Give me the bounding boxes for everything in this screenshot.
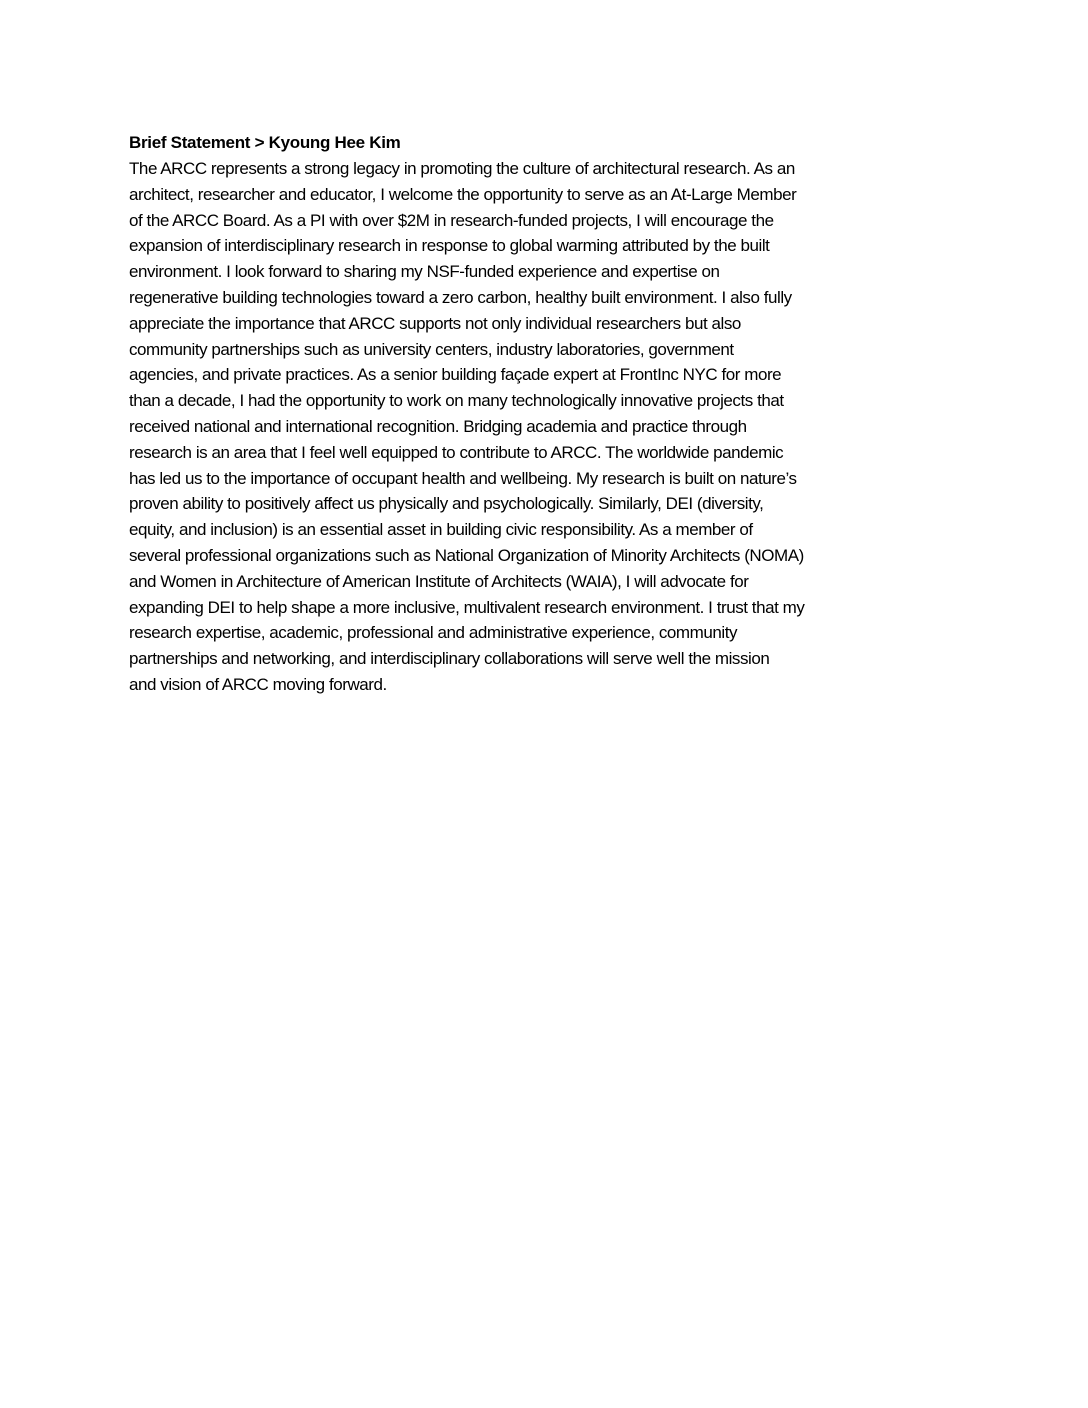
statement-line: research expertise, academic, professional and administrative experience, community: [129, 623, 738, 643]
statement-line: and vision of ARCC moving forward.: [129, 674, 387, 694]
statement-line: than a decade, I had the opportunity to work on many technologically innovative projects that: [129, 391, 784, 411]
statement-line: regenerative building technologies toward a zero carbon, healthy built environment. I also fully: [129, 287, 792, 307]
statement-line: architect, researcher and educator, I welcome the opportunity to serve as an At-Large Member: [129, 184, 797, 204]
statement-section: [129, 130, 969, 698]
statement-line: expanding DEI to help shape a more inclusive, multivalent research environment. I trust that my: [129, 597, 805, 617]
statement-line: expansion of interdisciplinary research in response to global warming attributed by the built: [129, 236, 770, 256]
statement-line: proven ability to positively affect us physically and psychologically. Similarly, DEI (diversity,: [129, 494, 764, 514]
statement-line: equity, and inclusion) is an essential asset in building civic responsibility. As a member of: [129, 520, 753, 540]
statement-line: The ARCC represents a strong legacy in promoting the culture of architectural research. As an: [129, 159, 795, 178]
statement-body: [129, 156, 969, 698]
statement-line: partnerships and networking, and interdisciplinary collaborations will serve well the mission: [129, 649, 770, 669]
statement-line: of the ARCC Board. As a PI with over $2M in research-funded projects, I will encourage the: [129, 210, 774, 230]
statement-line: research is an area that I feel well equipped to contribute to ARCC. The worldwide pandemic: [129, 442, 784, 462]
statement-line: appreciate the importance that ARCC supports not only individual researchers but also: [129, 313, 741, 333]
statement-line: and Women in Architecture of American Institute of Architects (WAIA), I will advocate for: [129, 571, 749, 591]
statement-line: several professional organizations such as National Organization of Minority Architects (NOMA): [129, 545, 804, 565]
statement-heading: Brief Statement > Kyoung Hee Kim: [129, 133, 401, 152]
statement-line: environment. I look forward to sharing my NSF-funded experience and expertise on: [129, 262, 720, 282]
statement-line: community partnerships such as university centers, industry laboratories, government: [129, 339, 734, 359]
statement-line: received national and international recognition. Bridging academia and practice through: [129, 416, 747, 436]
statement-line: agencies, and private practices. As a senior building façade expert at FrontInc NYC for more: [129, 365, 782, 385]
statement-line: has led us to the importance of occupant health and wellbeing. My research is built on nature’s: [129, 468, 797, 488]
